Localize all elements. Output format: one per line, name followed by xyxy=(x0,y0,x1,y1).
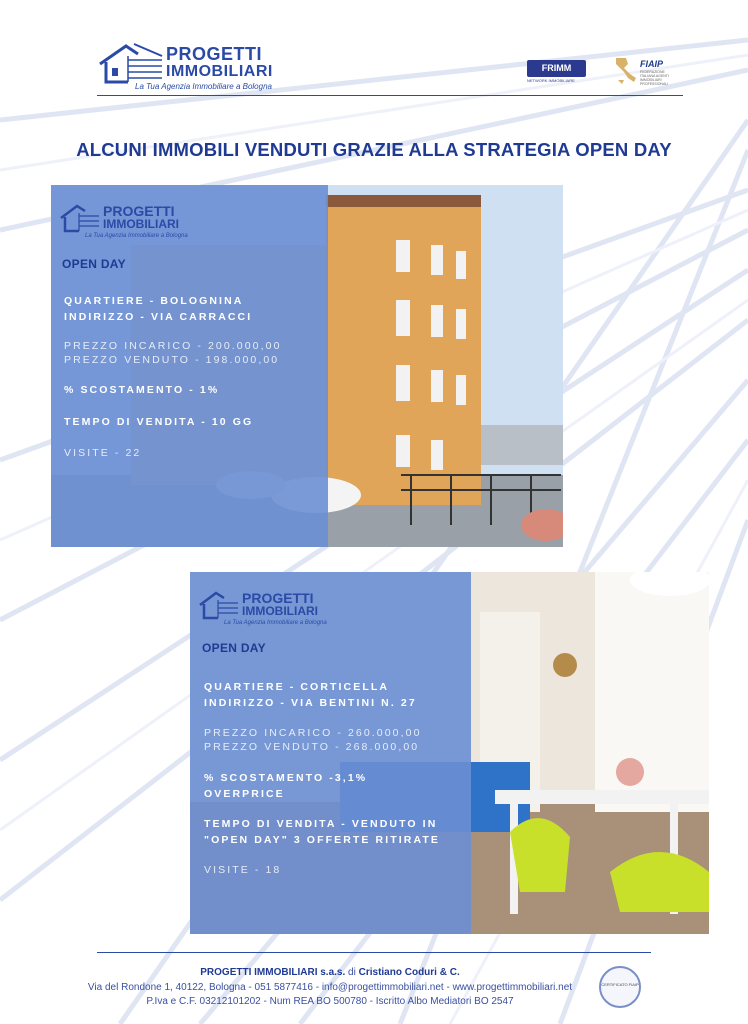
prezzo-incarico: PREZZO INCARICO - 260.000,00 xyxy=(204,727,422,739)
overprice: OVERPRICE xyxy=(204,788,285,800)
fiaip-label: FIAIP xyxy=(640,59,664,69)
agency-logo[interactable] xyxy=(98,40,288,92)
scostamento: % SCOSTAMENTO - 1% xyxy=(64,384,220,396)
certification-seal xyxy=(599,966,641,1008)
card-logo-line2: IMMOBILIARI xyxy=(242,604,318,618)
footer-legal: P.Iva e C.F. 03212101202 - Num REA BO 500780 - Iscritto Albo Mediatori BO 2547 xyxy=(146,996,514,1007)
card-logo xyxy=(198,590,338,626)
property-card-2[interactable] xyxy=(190,572,709,934)
fiaip-logo[interactable] xyxy=(612,56,682,88)
footer-company xyxy=(60,967,600,978)
header xyxy=(0,0,748,100)
card-logo-line1: PROGETTI xyxy=(103,203,175,219)
quartiere: QUARTIERE - BOLOGNINA xyxy=(64,295,244,307)
tempo-vendita-line2: "OPEN DAY" 3 OFFERTE RITIRATE xyxy=(204,834,440,846)
indirizzo: INDIRIZZO - VIA CARRACCI xyxy=(64,311,253,323)
frimm-label: FRIMM xyxy=(527,60,586,77)
prezzo-incarico: PREZZO INCARICO - 200.000,00 xyxy=(64,340,282,352)
card-logo-line2: IMMOBILIARI xyxy=(103,217,179,231)
footer-divider xyxy=(97,952,651,953)
header-divider xyxy=(97,95,683,96)
frimm-subtitle: NETWORK IMMOBILIARE xyxy=(527,78,575,83)
indirizzo: INDIRIZZO - VIA BENTINI N. 27 xyxy=(204,697,417,709)
open-day-badge: OPEN DAY xyxy=(202,641,266,655)
tempo-vendita-line1: TEMPO DI VENDITA - VENDUTO IN xyxy=(204,818,438,830)
agency-name-line1: PROGETTI xyxy=(166,44,263,64)
prezzo-venduto: PREZZO VENDUTO - 268.000,00 xyxy=(204,741,420,753)
italy-map-icon xyxy=(612,56,638,86)
card-logo-tagline: La Tua Agenzia Immobiliare a Bologna xyxy=(224,620,327,626)
prezzo-venduto: PREZZO VENDUTO - 198.000,00 xyxy=(64,354,280,366)
footer-owner: Cristiano Coduri & C. xyxy=(358,967,460,978)
visite: VISITE - 22 xyxy=(64,447,142,459)
footer-company-name: PROGETTI IMMOBILIARI s.a.s. xyxy=(200,967,346,978)
info-overlay xyxy=(51,185,328,547)
card-logo-tagline: La Tua Agenzia Immobiliare a Bologna xyxy=(85,233,188,239)
fiaip-subtitle: FEDERAZIONE ITALIANA AGENTI IMMOBILIARI PROFESSIONALI xyxy=(640,70,669,86)
visite: VISITE - 18 xyxy=(204,864,282,876)
house-logo-icon xyxy=(198,590,238,620)
page-title: ALCUNI IMMOBILI VENDUTI GRAZIE ALLA STRATEGIA OPEN DAY xyxy=(76,139,672,160)
footer-di: di xyxy=(348,967,356,978)
frimm-logo[interactable] xyxy=(527,60,587,84)
scostamento: % SCOSTAMENTO -3,1% xyxy=(204,772,368,784)
info-overlay xyxy=(190,572,471,934)
card-logo-line1: PROGETTI xyxy=(242,590,314,606)
card-logo xyxy=(59,203,199,239)
house-logo-icon xyxy=(98,42,164,86)
house-logo-icon xyxy=(59,203,99,233)
agency-tagline: La Tua Agenzia Immobiliare a Bologna xyxy=(135,82,272,91)
property-card-1[interactable] xyxy=(51,185,563,547)
agency-name-line2: IMMOBILIARI xyxy=(166,63,273,80)
tempo-vendita: TEMPO DI VENDITA - 10 GG xyxy=(64,416,254,428)
seal-text: CERTIFICATO FIAIP xyxy=(601,982,639,987)
footer-contacts: Via del Rondone 1, 40122, Bologna - 051 5877416 - info@progettimmobiliari.net - www.progettimmobiliari.net xyxy=(87,982,573,993)
quartiere: QUARTIERE - CORTICELLA xyxy=(204,681,390,693)
open-day-badge: OPEN DAY xyxy=(62,257,126,271)
